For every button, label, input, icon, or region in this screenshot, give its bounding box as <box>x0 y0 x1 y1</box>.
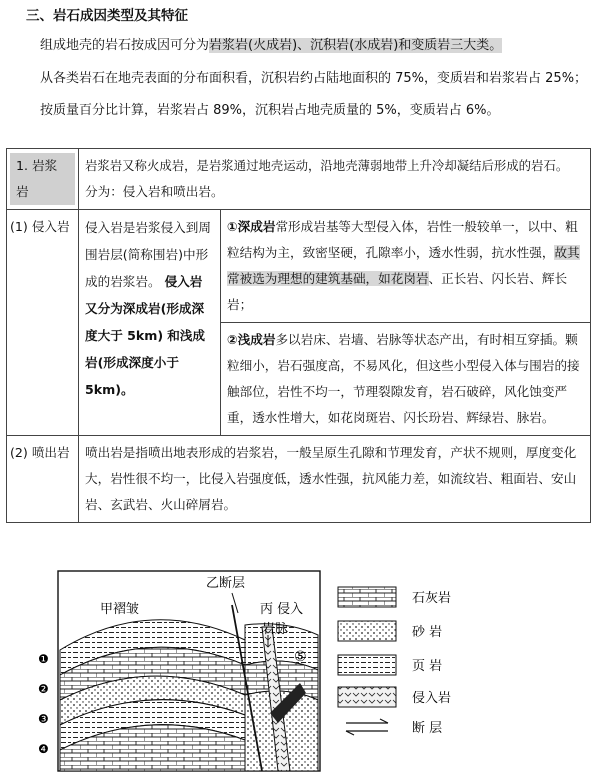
p1-prefix: 组成地壳的岩石按成因可分为 <box>40 38 210 53</box>
label-yi-fault: 乙断层 <box>206 576 246 591</box>
label-number-2: ❷ <box>38 682 49 696</box>
legend-swatch-shale <box>338 655 396 675</box>
shallow-rock-title: ②浅成岩 <box>227 332 276 347</box>
intro-paragraph-1 <box>40 34 502 53</box>
section-heading: 三、岩石成因类型及其特征 <box>26 8 188 24</box>
intrusive-desc-bold-2: 和浅成岩(形成深度小于 5km)。 <box>85 328 205 397</box>
deep-rock-text-1: 常形成岩基等大型侵入体，岩性一般较单一，以中、粗粒结构为主，致密坚硬，孔隙率小，透水性弱，抗水性强， <box>227 219 578 260</box>
label-number-4: ❹ <box>38 742 49 756</box>
cell-extrusive-desc: 喷出岩是指喷出地表形成的岩浆岩，一般呈原生孔隙和节理发育，产状不规则，厚度变化大，岩性很不均一，比侵入岩强度低，透水性强，抗风能力差，如流纹岩、粗面岩、安山岩、玄武岩、火山碎屑岩。 <box>79 436 591 523</box>
legend-swatch-intrusive <box>338 687 396 707</box>
intro-paragraph-3: 按质量百分比计算，岩浆岩占 89%，沉积岩占地壳质量的 5%，变质岩占 6%。 <box>40 103 500 118</box>
cell-magmatic-label <box>7 149 79 210</box>
rock-type-table <box>6 148 591 523</box>
cell-intrusive-label: (1) 侵入岩 <box>7 210 79 436</box>
cell-shallow-rock <box>221 323 591 436</box>
legend-label-fault: 断 层 <box>412 721 443 736</box>
cell-intrusive-desc <box>79 210 221 436</box>
deep-rock-title: ①深成岩 <box>227 219 276 234</box>
label-bing-dike-2: 岩脉 <box>262 622 289 637</box>
label-bing-dike-1: 丙 侵入 <box>260 602 304 617</box>
table-row-magmatic <box>7 149 591 210</box>
cell-extrusive-label: (2) 喷出岩 <box>7 436 79 523</box>
intrusive-desc-plain: 侵入岩是岩浆侵入到周围岩层(简称围岩)中形成的岩浆岩。 <box>85 220 211 289</box>
geology-figure <box>0 565 600 773</box>
magmatic-line-1: 岩浆岩又称火成岩，是岩浆通过地壳运动，沿地壳薄弱地带上升冷却凝结后形成的岩石。 <box>85 158 569 173</box>
legend-label-sandstone: 砂 岩 <box>412 625 443 640</box>
label-number-5: ⑤ <box>294 649 307 665</box>
intrusive-desc-bold-1: 侵入岩又分为深成岩(形成深度大于 5km) <box>85 274 205 343</box>
legend-swatch-fault <box>346 719 388 735</box>
deep-rock-highlight: 故其常被选为理想的建筑基础，如花岗岩 <box>227 245 580 286</box>
deep-rock-text-2: 、正长岩、闪长岩、辉长岩； <box>227 271 568 312</box>
cell-magmatic-desc <box>79 149 591 210</box>
label-jia-fold: 甲褶皱 <box>100 602 140 617</box>
magmatic-line-2: 分为：侵入岩和喷出岩。 <box>85 184 224 199</box>
intro-paragraph-2: 从各类岩石在地壳表面的分布面积看，沉积岩约占陆地面积的 75%，变质岩和岩浆岩占 25%； <box>40 71 588 86</box>
p1-highlight: 岩浆岩(火成岩)、沉积岩(水成岩)和变质岩三大类。 <box>209 38 503 53</box>
legend-label-limestone: 石灰岩 <box>412 591 452 606</box>
label-number-1: ❶ <box>38 652 49 666</box>
legend-label-intrusive: 侵入岩 <box>412 691 452 706</box>
table-row-extrusive <box>7 436 591 523</box>
legend-label-shale: 页 岩 <box>412 659 443 674</box>
cell-deep-rock <box>221 210 591 323</box>
label-number-3: ❸ <box>38 712 49 726</box>
legend-swatch-sandstone <box>338 621 396 641</box>
table-row-intrusive <box>7 210 591 323</box>
legend-swatch-limestone <box>338 587 396 607</box>
magmatic-label: 1. 岩浆岩 <box>10 153 75 205</box>
shallow-rock-text: 多以岩床、岩墙、岩脉等状态产出，有时相互穿插。颗粒细小，岩石强度高，不易风化，但这些小型侵入体与围岩的接触部位，岩性不均一，节理裂隙发育，岩石破碎，风化蚀变严重，透水性增大，如花岗斑岩、闪长玢岩、辉绿岩、脉岩。 <box>227 332 580 425</box>
